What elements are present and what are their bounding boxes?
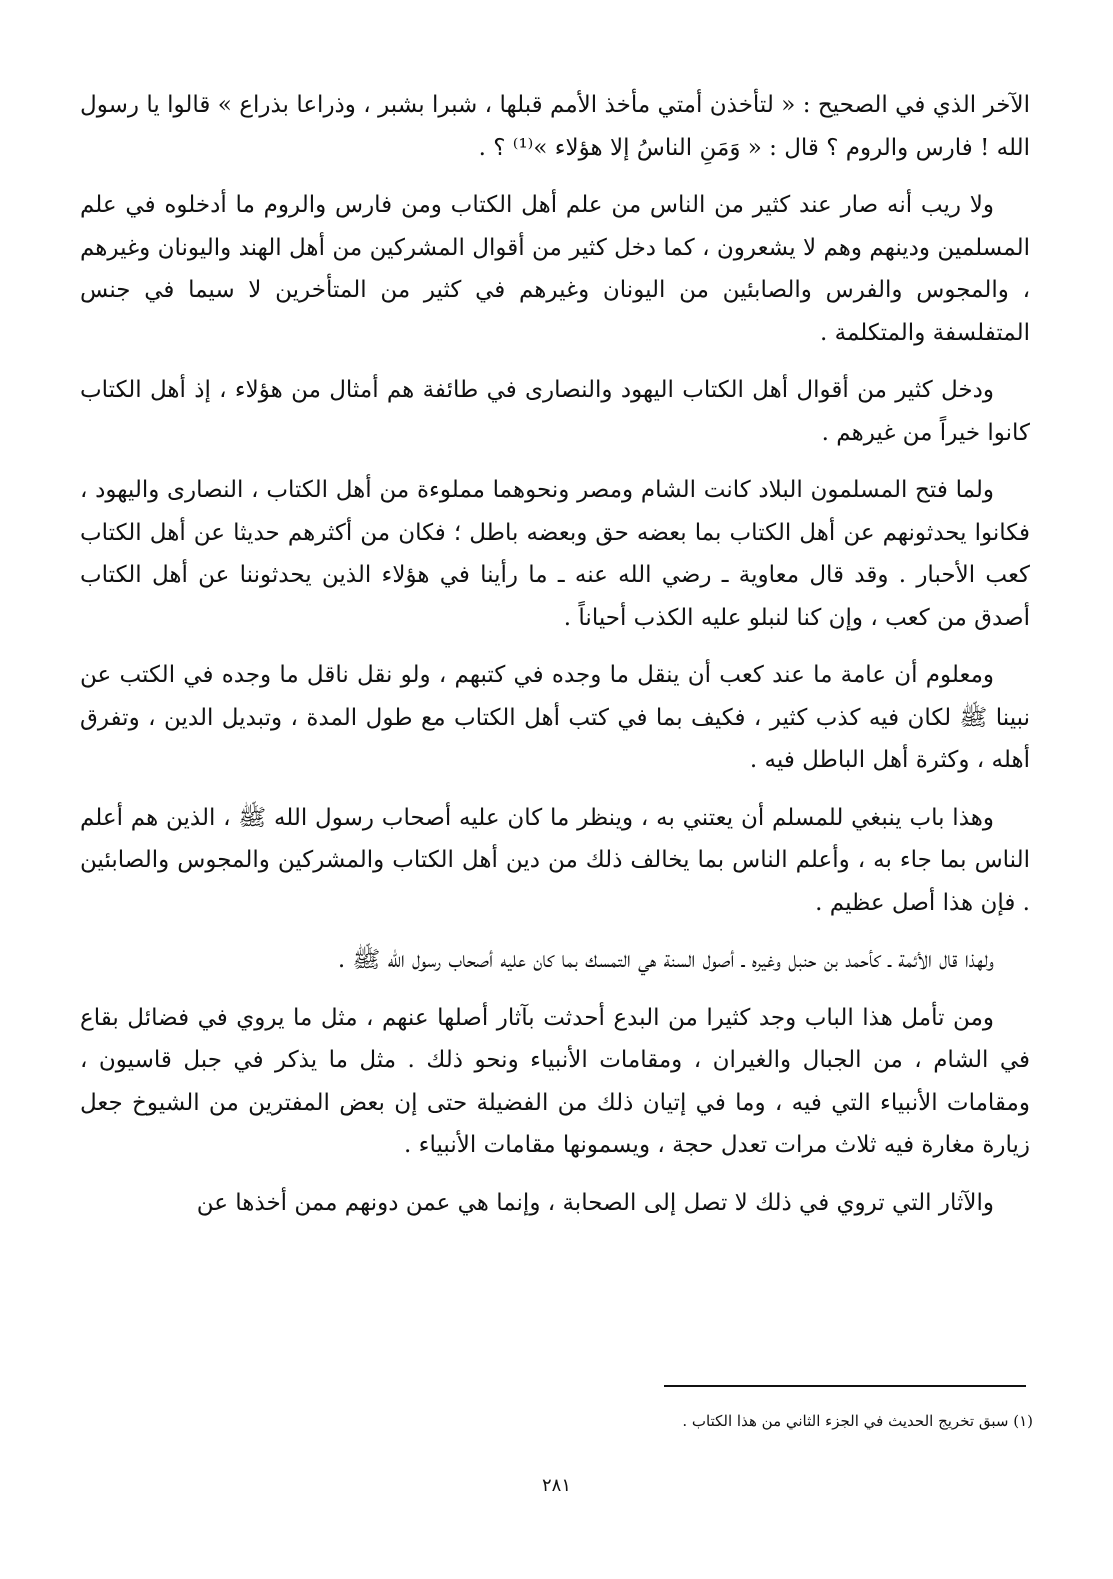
paragraph-innovations-from-narrations: ومن تأمل هذا الباب وجد كثيرا من البدع أحدثت بآثار أصلها عنهم ، مثل ما يروي في فضائل بقاع في الشام ، من الجبال والغيران ، ومقامات الأنبياء ونحو ذلك . مثل ما يذكر في جبل قاسيون ، ومقامات الأنبياء التي فيه ، وما في إتيان ذلك من الفضيلة حتى إن بعض المفترين من الشيوخ جعل زيارة مغارة فيه ثلاث مرات تعدل حجة ، ويسمونها مقامات الأنبياء . bbox=[80, 1004, 1030, 1158]
paragraph-important-principle: وهذا باب ينبغي للمسلم أن يعتني به ، وينظر ما كان عليه أصحاب رسول الله ﷺ ، الذين هم أعلم الناس بما جاء به ، وأعلم الناس بما يخالف ذلك من دين أهل الكتاب والمشركين والمجوس والصابئين . فإن هذا أصل عظيم . bbox=[80, 804, 1030, 916]
page-body bbox=[80, 84, 1030, 1239]
footnote-divider bbox=[664, 1385, 1026, 1387]
page-number: ٢٨١ bbox=[541, 1475, 571, 1496]
footnote: (١) سبق تخريج الحديث في الجزء الثاني من هذا الكتاب . bbox=[682, 1412, 1033, 1430]
paragraph-influence-of-people-of-book: ولا ريب أنه صار عند كثير من الناس من علم أهل الكتاب ومن فارس والروم ما أدخلوه في علم المسلمين ودينهم وهم لا يشعرون ، كما دخل كثير من أقوال المشركين من أهل الهند واليونان وغيرهم ، والمجوس والفرس والصابئين من اليونان وغيرهم في كثير من المتأخرين لا سيما في جنس المتفلسفة والمتكلمة . bbox=[80, 192, 1030, 346]
paragraph-imams-saying: ولهذا قال الأئمة ـ كأحمد بن حنبل وغيره ـ أصول السنة هي التمسك بما كان عليه أصحاب رسول الله ﷺ . bbox=[337, 947, 994, 973]
paragraph-narrations-not-reaching-companions: والآثار التي تروي في ذلك لا تصل إلى الصحابة ، وإنما هي عمن دونهم ممن أخذها عن bbox=[196, 1189, 994, 1216]
paragraph-jews-and-christians: ودخل كثير من أقوال أهل الكتاب اليهود والنصارى في طائفة هم أمثال من هؤلاء ، إذ أهل الكتاب كانوا خيراً من غيرهم . bbox=[80, 377, 1030, 446]
paragraph-conquest-of-lands: ولما فتح المسلمون البلاد كانت الشام ومصر ونحوهما مملوءة من أهل الكتاب ، النصارى واليهود ، فكانوا يحدثونهم عن أهل الكتاب بما بعضه حق وبعضه باطل ؛ فكان من أكثرهم حديثا عن أهل الكتاب كعب الأحبار . وقد قال معاوية ـ رضي الله عنه ـ ما رأينا في هؤلاء الذين يحدثوننا عن أهل الكتاب أصدق من كعب ، وإن كنا لنبلو عليه الكذب أحياناً . bbox=[80, 477, 1030, 631]
paragraph-hadith-continuation: الآخر الذي في الصحيح : « لتأخذن أمتي مأخذ الأمم قبلها ، شبرا بشبر ، وذراعا بذراع » قالوا يا رسول الله ! فارس والروم ؟ قال : « وَمَنِ الناسُ إلا هؤلاء »⁽¹⁾ ؟ . bbox=[80, 92, 1030, 161]
paragraph-kaab-transmission: ومعلوم أن عامة ما عند كعب أن ينقل ما وجده في كتبهم ، ولو نقل ناقل ما وجده في الكتب عن نبينا ﷺ لكان فيه كذب كثير ، فكيف بما في كتب أهل الكتاب مع طول المدة ، وتبديل الدين ، وتفرق أهله ، وكثرة أهل الباطل فيه . bbox=[80, 662, 1030, 773]
